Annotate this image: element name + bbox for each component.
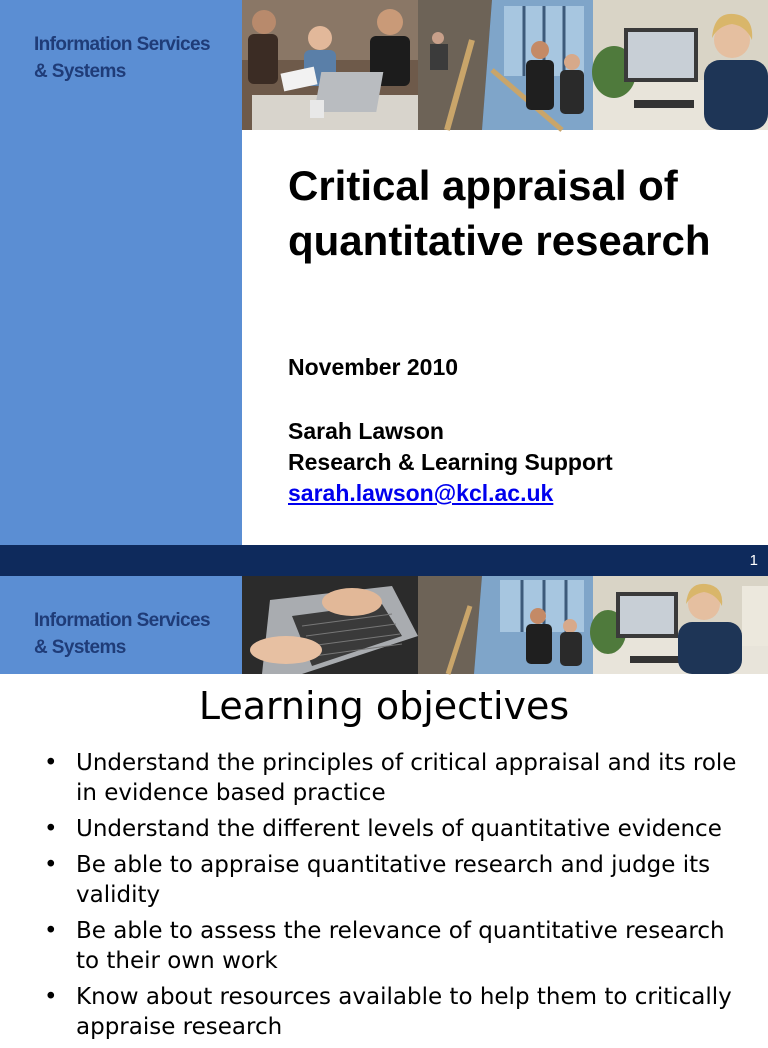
- brand-logo: [34, 31, 210, 85]
- objectives-list: [40, 748, 740, 1048]
- list-item: [40, 814, 740, 844]
- slide-heading: Learning objectives: [198, 684, 570, 728]
- list-item-text: Know about resources available to help them to critically appraise research: [76, 984, 732, 1040]
- bullet-icon: •: [44, 750, 58, 776]
- bullet-icon: •: [44, 816, 58, 842]
- slide-title: Critical appraisal of quantitative research: [288, 162, 711, 264]
- slide-footer-bar: [0, 545, 768, 576]
- brand-line-1: Information Services: [34, 34, 210, 55]
- sidebar-panel: [0, 576, 242, 674]
- list-item-text: Be able to appraise quantitative research and judge its validity: [76, 852, 711, 908]
- author-block: [288, 416, 613, 509]
- list-item-text: Understand the different levels of quantitative evidence: [76, 816, 722, 842]
- brand-line-1: Information Services: [34, 610, 210, 631]
- brand-line-2: & Systems: [34, 61, 126, 82]
- bullet-icon: •: [44, 852, 58, 878]
- list-item: [40, 916, 740, 976]
- author-department: Research & Learning Support: [288, 449, 613, 475]
- photo-banner: [242, 576, 768, 674]
- author-name: Sarah Lawson: [288, 418, 444, 444]
- banner-photos-image: [242, 576, 768, 674]
- list-item-text: Understand the principles of critical appraisal and its role in evidence based practice: [76, 750, 737, 806]
- bullet-icon: •: [44, 918, 58, 944]
- bullet-icon: •: [44, 984, 58, 1010]
- list-item-text: Be able to assess the relevance of quantitative research to their own work: [76, 918, 725, 974]
- brand-logo: [34, 607, 210, 661]
- banner-photos-image: [242, 0, 768, 130]
- photo-banner: [242, 0, 768, 130]
- presentation-date: November 2010: [288, 354, 459, 380]
- list-item: [40, 850, 740, 910]
- brand-line-2: & Systems: [34, 637, 126, 658]
- list-item: [40, 748, 740, 808]
- page-number: 1: [749, 552, 758, 569]
- author-email-link[interactable]: sarah.lawson@kcl.ac.uk: [288, 480, 554, 506]
- list-item: [40, 982, 740, 1042]
- objectives-slide: [0, 576, 768, 1040]
- sidebar-panel: [0, 0, 242, 545]
